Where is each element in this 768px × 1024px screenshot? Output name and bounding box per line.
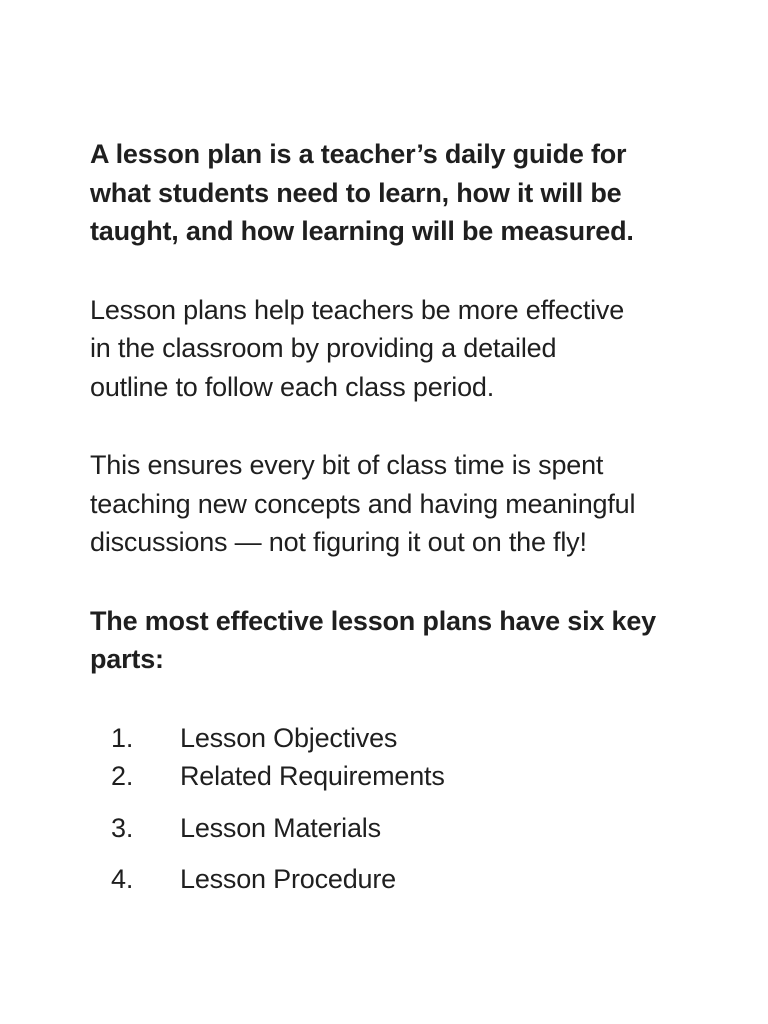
list-item-label: Related Requirements [180,761,445,791]
list-item-label: Lesson Objectives [180,722,398,753]
list-item [90,860,690,899]
list-item-label: Lesson Procedure [180,864,396,894]
effectiveness-paragraph: Lesson plans help teachers be more effective in the classroom by providing a detailed outline to follow each class period. [90,294,625,402]
list-item [90,809,690,848]
list-item [90,757,690,796]
class-time-paragraph: This ensures every bit of class time is spent teaching new concepts and having meaningful discussions — not figuring it out on the fly! [90,450,636,557]
list-item-label: Lesson Materials [180,812,381,843]
lesson-parts-list [90,719,690,899]
document-body [90,135,690,899]
list-item [90,719,690,758]
list-item-number: 1. [111,722,134,753]
six-parts-heading: The most effective lesson plans have six key parts: [90,605,656,674]
list-item-number: 3. [111,812,134,843]
intro-paragraph: A lesson plan is a teacher’s daily guide for what students need to learn, how it will be taught, and how learning will be measured. [90,139,634,246]
list-item-number: 4. [111,864,134,894]
list-item-number: 2. [111,761,134,791]
